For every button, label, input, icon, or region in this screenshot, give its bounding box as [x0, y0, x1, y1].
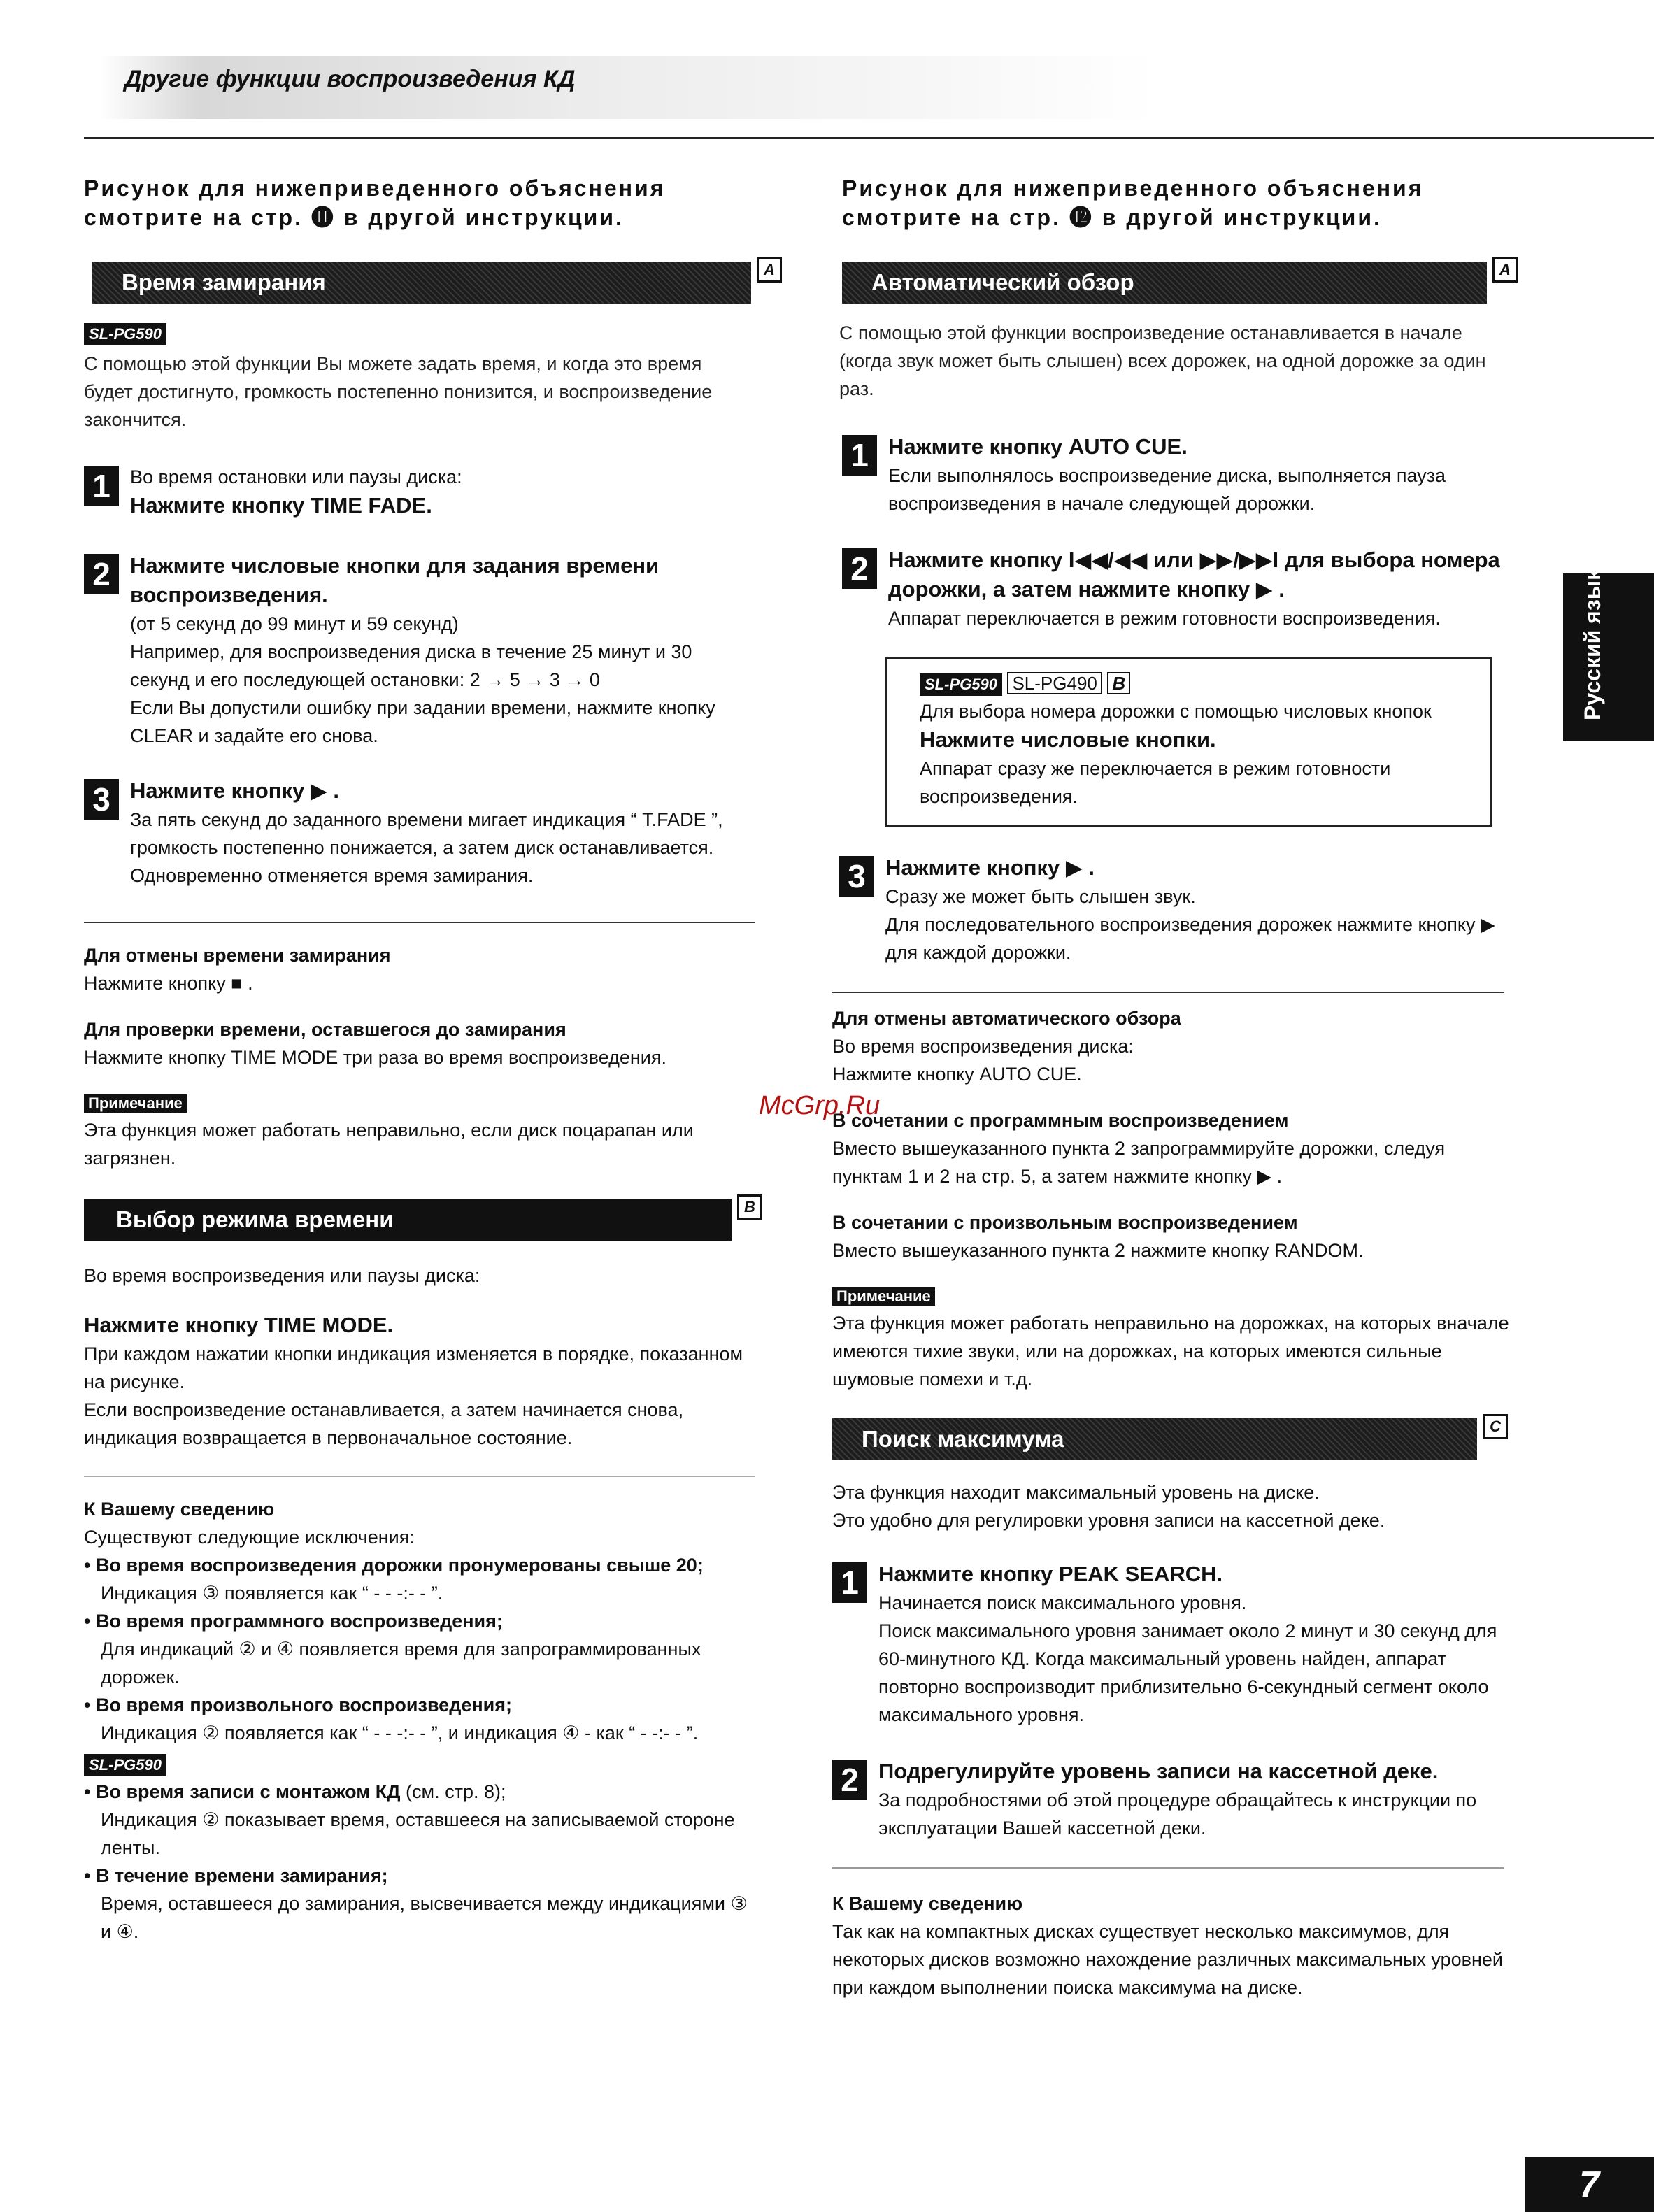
program-title: В сочетании с программным воспроизведением — [832, 1110, 1289, 1131]
section-bar-peak-search — [832, 1418, 1501, 1460]
section-bar-auto-cue — [842, 261, 1511, 304]
note-label: Примечание — [832, 1287, 935, 1306]
cancel-title: Для отмены времени замирания — [84, 945, 391, 966]
step-1: 1 Нажмите кнопку PEAK SEARCH. Начинается поиск максимального уровня. Поиск максимального уровня занимает около 2 минут и 30 секунд для 60-минутного КД. Когда максимальный уровень найден, аппарат повторно воспроизводит приблизительно 6-секундный сегмент около максимального уровня. — [832, 1560, 1511, 1729]
section-bar-fade-time — [92, 261, 775, 304]
step-3: 3 Нажмите кнопку ▶ . За пять секунд до заданного времени мигает индикация “ T.FADE ”, громкость постепенно понижается, а затем диск останавливается. Одновременно отменяется время замирания. — [84, 776, 755, 890]
section-title: Поиск максимума — [862, 1426, 1064, 1452]
section-label: A — [1492, 257, 1518, 283]
cancel-title: Для отмены автоматического обзора — [832, 1008, 1181, 1029]
divider — [84, 1476, 755, 1477]
step-number: 2 — [842, 548, 877, 589]
info-intro: Существуют следующие исключения: — [84, 1527, 415, 1548]
note-text: Эта функция может работать неправильно на дорожках, на которых вначале имеются тихие звуки, или на дорожках, на которых имеются сильные шумовые помехи и т.д. — [832, 1313, 1509, 1390]
program-text: Вместо вышеуказанного пункта 2 запрограммируйте дорожки, следуя пунктам 1 и 2 на стр. 5, а затем нажмите кнопку ▶ . — [832, 1138, 1446, 1187]
step-number: 3 — [84, 779, 119, 820]
left-column: Рисунок для нижеприведенного объяснения смотрите на стр. ⓫ в другой инструкции. Время замирания A SL-PG590 С помощью этой функции Вы можете задать время, и когда это время будет достигнуто, громкость постепенно понизится, и воспроизведение закончится. 1 Во время остановки или паузы диска: Нажмите кнопку TIME FADE. 2 Нажмите числовые кнопки для задания времени воспроизведения. (от 5 секунд до 99 минут и 59 секунд) Например, для воспроизведения диска в течение 25 минут и 30 секунд и его последующей остановки: 2 → 5 → 3 → 0 Если Вы допустили ошибку при задании времени, нажмите кнопку CLEAR и задайте его снова. 3 Нажмите кнопку ▶ . За пять секунд до заданного времени мигает индикация “ T.FADE ”, громкость постепенно понижается, а затем диск останавливается. Одновременно отменяется время замирания. Для отмены времени замирания Нажмите кнопку ■ . Для проверки времени, оставшегося до замирания Нажмите кнопку TIME MODE три раза во время воспроизведения. Примечание Эта функция может работать неправильно, если диск поцарапан или загрязнен. Выбор режима времени B Во время воспроизведения или паузы диска: Нажмите кнопку TIME MODE. При каждом нажатии кнопки индикация изменяется в порядке, показанном на рисунке. Если воспроизведение останавливается, а затем начинается снова, индикация возвращается в первоначальное состояние. К Вашему сведению Существуют следующие исключения: • Во время воспроизведения дорожки пронумерованы свыше 20; Индикация ③ появляется как “ - - -:- - ”. • Во время программного воспроизведения; Для индикаций ② и ④ появляется время для запрограммированных дорожек. • Во время произвольного воспроизведения; Индикация ② появляется как “ - - -:- - ”, и индикация ④ - как “ - -:- - ”. SL-PG590 • Во время записи с монтажом КД (см. стр. 8); Индикация ② показывает время, оставшееся на записываемой стороне ленты. • В течение времени замирания; Время, оставшееся до замирания, высвечивается между индикациями ③ и ④. — [84, 173, 755, 1946]
list-item: • Во время воспроизведения дорожки пронумерованы свыше 20; — [84, 1555, 704, 1576]
step-3: 3 Нажмите кнопку ▶ . Сразу же может быть слышен звук. Для последовательного воспроизведения дорожек нажмите кнопку ▶ для каждой дорожки. — [839, 853, 1511, 966]
model-badge: SL-PG590 — [84, 1754, 166, 1776]
random-title: В сочетании с произвольным воспроизведением — [832, 1212, 1298, 1233]
step-number: 2 — [832, 1760, 867, 1800]
section-description: С помощью этой функции Вы можете задать время, и когда это время будет достигнуто, громкость постепенно понизится, и воспроизведение закончится. — [84, 353, 713, 430]
section-label: C — [1483, 1414, 1508, 1439]
section-description: С помощью этой функции воспроизведение останавливается в начале (когда звук может быть слышен) всех дорожек, на одной дорожке за один раз. — [839, 322, 1486, 399]
right-column: Рисунок для нижеприведенного объяснения смотрите на стр. ⓬ в другой инструкции. Автоматический обзор A С помощью этой функции воспроизведение останавливается в начале (когда звук может быть слышен) всех дорожек, на одной дорожке за один раз. 1 Нажмите кнопку AUTO CUE. Если выполнялось воспроизведение диска, выполняется пауза воспроизведения в начале следующей дорожки. 2 Нажмите кнопку I◀◀/◀◀ или ▶▶/▶▶I для выбора номера дорожки, а затем нажмите кнопку ▶ . Аппарат переключается в режим готовности воспроизведения. SL-PG590 SL-PG490 B Для выбора номера дорожки с помощью числовых кнопок Нажмите числовые кнопки. Аппарат сразу же переключается в режим готовности воспроизведения. 3 Нажмите кнопку ▶ . Сразу же может быть слышен звук. Для последовательного воспроизведения дорожек нажмите кнопку ▶ для каждой дорожки. Для отмены автоматического обзора Во время воспроизведения диска: Нажмите кнопку AUTO CUE. В сочетании с программным воспроизведением Вместо вышеуказанного пункта 2 запрограммируйте дорожки, следуя пунктам 1 и 2 на стр. 5, а затем нажмите кнопку ▶ . В сочетании с произвольным воспроизведением Вместо вышеуказанного пункта 2 нажмите кнопку RANDOM. Примечание Эта функция может работать неправильно на дорожках, на которых вначале имеются тихие звуки, или на дорожках, на которых имеются сильные шумовые помехи и т.д. Поиск максимума C Эта функция находит максимальный уровень на диске. Это удобно для регулировки уровня записи на кассетной деке. 1 Нажмите кнопку PEAK SEARCH. Начинается поиск максимального уровня. Поиск максимального уровня занимает около 2 минут и 30 секунд для 60-минутного КД. Когда максимальный уровень найден, аппарат повторно воспроизводит приблизительно 6-секундный сегмент около максимального уровня. 2 Подрегулируйте уровень записи на кассетной деке. За подробностями об этой процедуре обращайтесь к инструкции по эксплуатации Вашей кассетной деки. К Вашему сведению Так как на компактных дисках существует несколько максимумов, для некоторых дисков возможно нахождение различных максимальных уровней при каждом выполнении поиска максимума на диске. — [832, 173, 1511, 2001]
note-text: Эта функция может работать неправильно, если диск поцарапан или загрязнен. — [84, 1120, 694, 1169]
list-item: • Во время произвольного воспроизведения; — [84, 1694, 513, 1715]
section-label: B — [1107, 672, 1130, 694]
model-badge: SL-PG590 — [920, 673, 1002, 696]
step-1: 1 Во время остановки или паузы диска: Нажмите кнопку TIME FADE. — [84, 463, 755, 520]
divider — [84, 922, 755, 923]
random-text: Вместо вышеуказанного пункта 2 нажмите кнопку RANDOM. — [832, 1240, 1364, 1261]
info-text: Так как на компактных дисках существует несколько максимумов, для некоторых дисков возможно нахождение различных максимальных уровней при каждом выполнении поиска максимума на диске. — [832, 1921, 1503, 1998]
info-box: SL-PG590 SL-PG490 B Для выбора номера дорожки с помощью числовых кнопок Нажмите числовые кнопки. Аппарат сразу же переключается в режим готовности воспроизведения. — [885, 657, 1492, 827]
watermark: McGrp.Ru — [759, 1091, 881, 1120]
check-title: Для проверки времени, оставшегося до замирания — [84, 1019, 566, 1040]
info-title: К Вашему сведению — [832, 1893, 1023, 1914]
model-badge: SL-PG590 — [84, 323, 166, 345]
step-2: 2 Нажмите кнопку I◀◀/◀◀ или ▶▶/▶▶I для выбора номера дорожки, а затем нажмите кнопку ▶ . Аппарат переключается в режим готовности воспроизведения. — [842, 545, 1511, 632]
section-title: Выбор режима времени — [116, 1206, 394, 1232]
page-header-title: Другие функции воспроизведения КД — [124, 66, 576, 92]
info-title: К Вашему сведению — [84, 1499, 275, 1520]
note-label: Примечание — [84, 1094, 187, 1113]
check-text: Нажмите кнопку TIME MODE три раза во время воспроизведения. — [84, 1047, 667, 1068]
left-intro: Рисунок для нижеприведенного объяснения смотрите на стр. ⓫ в другой инструкции. — [84, 176, 666, 230]
list-item: • В течение времени замирания; — [84, 1865, 388, 1886]
step-number: 2 — [84, 554, 119, 594]
page-number: 7 — [1525, 2157, 1654, 2212]
header-rule — [84, 137, 1654, 139]
step-number: 1 — [842, 435, 877, 476]
divider — [832, 992, 1504, 993]
model-badge-outline: SL-PG490 — [1007, 672, 1102, 694]
time-mode-action: Нажмите кнопку TIME MODE. — [84, 1313, 394, 1337]
section-label: B — [737, 1194, 762, 1220]
divider — [832, 1867, 1504, 1869]
step-number: 1 — [84, 466, 119, 506]
section-title: Автоматический обзор — [871, 269, 1134, 295]
time-mode-pre: Во время воспроизведения или паузы диска: — [84, 1265, 480, 1286]
list-item: • Во время записи с монтажом КД (см. стр. 8); — [84, 1781, 506, 1802]
section-title: Время замирания — [122, 269, 326, 295]
language-tab — [1563, 569, 1654, 741]
language-label: Русский язык — [1580, 569, 1605, 720]
step-number: 3 — [839, 856, 874, 897]
section-bar-time-mode — [84, 1198, 755, 1241]
step-2: 2 Нажмите числовые кнопки для задания времени воспроизведения. (от 5 секунд до 99 минут и 59 секунд) Например, для воспроизведения диска в течение 25 минут и 30 секунд и его последующей остановки: 2 → 5 → 3 → 0 Если Вы допустили ошибку при задании времени, нажмите кнопку CLEAR и задайте его снова. — [84, 551, 755, 750]
step-number: 1 — [832, 1562, 867, 1603]
list-item: • Во время программного воспроизведения; — [84, 1611, 503, 1632]
section-label: A — [757, 257, 782, 283]
step-1: 1 Нажмите кнопку AUTO CUE. Если выполнялось воспроизведение диска, выполняется пауза воспроизведения в начале следующей дорожки. — [842, 432, 1511, 518]
right-intro: Рисунок для нижеприведенного объяснения смотрите на стр. ⓬ в другой инструкции. — [842, 176, 1424, 230]
cancel-text: Нажмите кнопку ■ . — [84, 973, 253, 994]
step-2: 2 Подрегулируйте уровень записи на кассетной деке. За подробностями об этой процедуре обращайтесь к инструкции по эксплуатации Вашей кассетной деки. — [832, 1757, 1511, 1842]
